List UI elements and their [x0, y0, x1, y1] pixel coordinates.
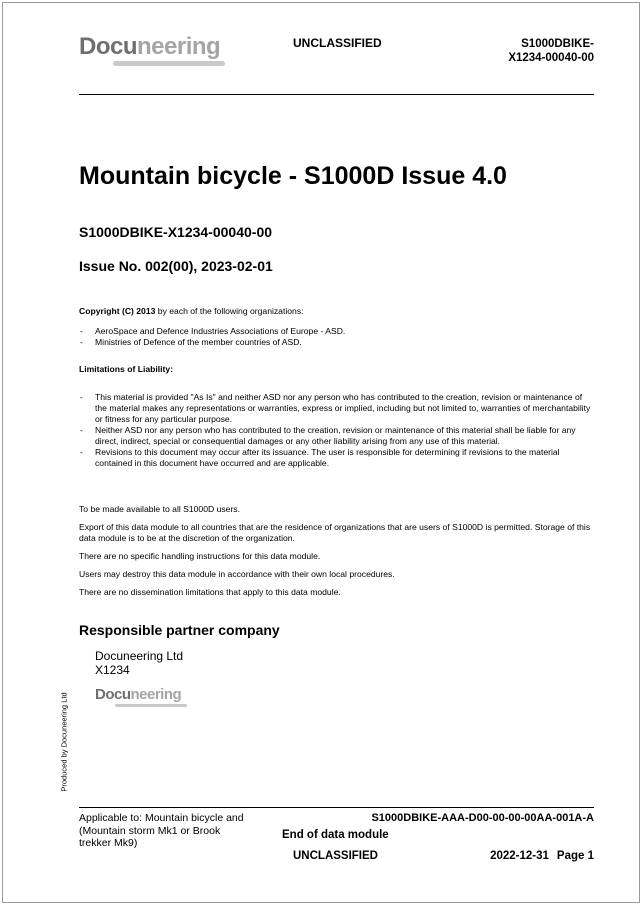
logo-swoosh [113, 61, 225, 66]
applicability-statement: Applicable to: Mountain bicycle and (Mountain storm Mk1 or Brook trekker Mk9) [79, 812, 244, 849]
list-item: - This material is provided "As Is" and neither ASD nor any person who has contributed to the creation, revision or maintenance of the material makes any representations or warranties, express or implied, including but not limited to, warranties of merchantability or fitness for any particular purpose. [79, 392, 594, 425]
footer-date: 2022-12-31 [490, 850, 549, 862]
page-title: Mountain bicycle - S1000D Issue 4.0 [79, 162, 507, 190]
logo-swoosh [115, 704, 187, 707]
list-item: - Neither ASD nor any person who has contributed to the creation, revision or maintenance of this material shall be liable for any direct, indirect, special or consequential damages or any other liability arising from any use of this material. [79, 425, 594, 447]
notice-handling: There are no specific handling instructions for this data module. [79, 551, 321, 561]
footer-dm-code: S1000DBIKE-AAA-D00-00-00-00AA-001A-A [371, 812, 594, 824]
copyright-text: by each of the following organizations: [155, 306, 304, 316]
footer-classification: UNCLASSIFIED [293, 850, 378, 862]
produced-by-text: Produced by Docuneering Ltd [59, 692, 69, 792]
organization-list [79, 326, 594, 348]
list-item: - Revisions to this document may occur after its issuance. The user is responsible for determining if revisions to the material contained in this document have occurred and are applicable. [79, 447, 594, 469]
liability-heading: Limitations of Liability: [79, 364, 174, 374]
copyright-statement [79, 306, 594, 317]
header-classification: UNCLASSIFIED [293, 36, 382, 50]
header-divider [79, 94, 594, 95]
notice-destruction: Users may destroy this data module in accordance with their own local procedures. [79, 569, 395, 579]
end-of-data-module: End of data module [282, 829, 389, 841]
list-item: - AeroSpace and Defence Industries Associations of Europe - ASD. [79, 326, 594, 337]
copyright-label: Copyright (C) 2013 [79, 306, 156, 316]
footer-divider [79, 807, 594, 808]
dm-code: S1000DBIKE-X1234-00040-00 [79, 224, 273, 240]
docuneering-logo-small: Docuneering [95, 686, 181, 703]
responsible-partner-company [95, 649, 183, 677]
list-item: - Ministries of Defence of the member countries of ASD. [79, 337, 594, 348]
footer-date-page [490, 850, 594, 862]
header-dm-code: S1000DBIKE- X1234-00040-00 [508, 38, 594, 64]
company-code: X1234 [95, 663, 130, 677]
notice-availability: To be made available to all S1000D users. [79, 504, 240, 514]
page-number: Page 1 [556, 850, 594, 862]
responsible-partner-heading: Responsible partner company [79, 622, 280, 638]
docuneering-logo: Docuneering [79, 33, 220, 61]
company-name: Docuneering Ltd [95, 649, 184, 663]
notice-export: Export of this data module to all countries that are the residence of organizations that are users of S1000D is permitted. Storage of this data module is to be at the discretion of the organization. [79, 522, 591, 543]
issue-info: Issue No. 002(00), 2023-02-01 [79, 258, 273, 274]
notice-dissemination: There are no dissemination limitations that apply to this data module. [79, 587, 341, 597]
liability-list [79, 392, 594, 469]
